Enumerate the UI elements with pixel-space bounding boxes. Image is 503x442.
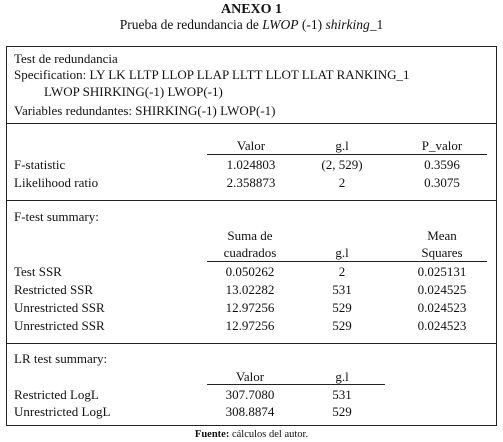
lrtest-row-label: Restricted LogL	[14, 387, 99, 402]
stats-header-rule	[207, 154, 487, 155]
divider-3	[6, 343, 497, 344]
ftest-row-ms: 0.024525	[417, 282, 467, 297]
lrtest-row-valor: 308.8874	[225, 404, 275, 419]
specification-line-1: Specification: LY LK LLTP LLOP LLAP LLTT LLOT LLAT RANKING_1	[14, 67, 410, 82]
specification-line-2: LWOP SHIRKING(-1) LWOP(-1)	[44, 84, 223, 99]
stats-header-valor: Valor	[236, 138, 266, 153]
ftest-row-ss: 12.97256	[225, 318, 275, 333]
stats-row-label: Likelihood ratio	[14, 175, 99, 190]
lrtest-header-rule	[207, 384, 385, 385]
subtitle-var-lwop: LWOP	[262, 17, 299, 32]
annex-title: ANEXO 1	[220, 2, 283, 17]
lrtest-row-valor: 307.7080	[225, 387, 275, 402]
stats-header-pvalor: P_valor	[421, 138, 463, 153]
ftest-row-gl: 531	[332, 282, 352, 297]
test-heading: Test de redundancia	[14, 51, 118, 66]
ftest-header-ms-line1: Mean	[427, 228, 457, 243]
lrtest-row-label: Unrestricted LogL	[14, 404, 111, 419]
stats-row-p: 0.3075	[424, 175, 460, 190]
lrtest-header-valor: Valor	[235, 369, 265, 384]
subtitle-mid: (-1)	[298, 17, 326, 32]
table-subtitle	[0, 18, 503, 32]
source-label: Fuente:	[194, 429, 230, 440]
ftest-row-label: Unrestricted SSR	[14, 318, 105, 333]
divider-1	[6, 123, 497, 124]
ftest-heading: F-test summary:	[14, 209, 99, 224]
lrtest-row-gl: 531	[332, 387, 352, 402]
ftest-row-ss: 12.97256	[225, 300, 275, 315]
stats-row-label: F-statistic	[14, 157, 66, 172]
stats-row-p: 0.3596	[424, 157, 460, 172]
stats-row-gl: 2	[338, 175, 346, 190]
ftest-row-label: Restricted SSR	[14, 282, 94, 297]
ftest-row-label: Unrestricted SSR	[14, 300, 105, 315]
stats-row-valor: 1.024803	[226, 157, 276, 172]
lrtest-header-gl: g.l	[335, 369, 349, 384]
ftest-header-rule	[207, 261, 487, 262]
ftest-row-ss: 0.050262	[225, 264, 275, 279]
stats-row-valor: 2.358873	[226, 175, 276, 190]
subtitle-suffix: _1	[369, 17, 384, 32]
ftest-row-gl: 529	[332, 300, 352, 315]
source-note	[0, 430, 503, 441]
stats-header-gl: g.l	[335, 138, 349, 153]
stats-row-gl: (2, 529)	[321, 157, 363, 172]
ftest-header-gl: g.l	[335, 245, 349, 260]
subtitle-var-shirking: shirking	[325, 17, 370, 32]
lrtest-row-gl: 529	[332, 404, 352, 419]
ftest-row-gl: 529	[332, 318, 352, 333]
source-text: cálculos del autor.	[229, 429, 309, 440]
redundant-variables: Variables redundantes: SHIRKING(-1) LWOP(-1)	[14, 103, 276, 118]
ftest-header-ss-line2: cuadrados	[223, 245, 277, 260]
ftest-row-gl: 2	[338, 264, 346, 279]
lrtest-heading: LR test summary:	[14, 351, 108, 366]
ftest-row-label: Test SSR	[14, 264, 62, 279]
ftest-row-ms: 0.024523	[417, 300, 467, 315]
ftest-row-ms: 0.024523	[417, 318, 467, 333]
ftest-header-ss-line1: Suma de	[227, 228, 273, 243]
ftest-row-ss: 13.02282	[225, 282, 275, 297]
ftest-row-ms: 0.025131	[417, 264, 467, 279]
ftest-header-ms-line2: Squares	[421, 245, 463, 260]
divider-2	[6, 200, 497, 201]
subtitle-prefix: Prueba de redundancia de	[119, 17, 263, 32]
